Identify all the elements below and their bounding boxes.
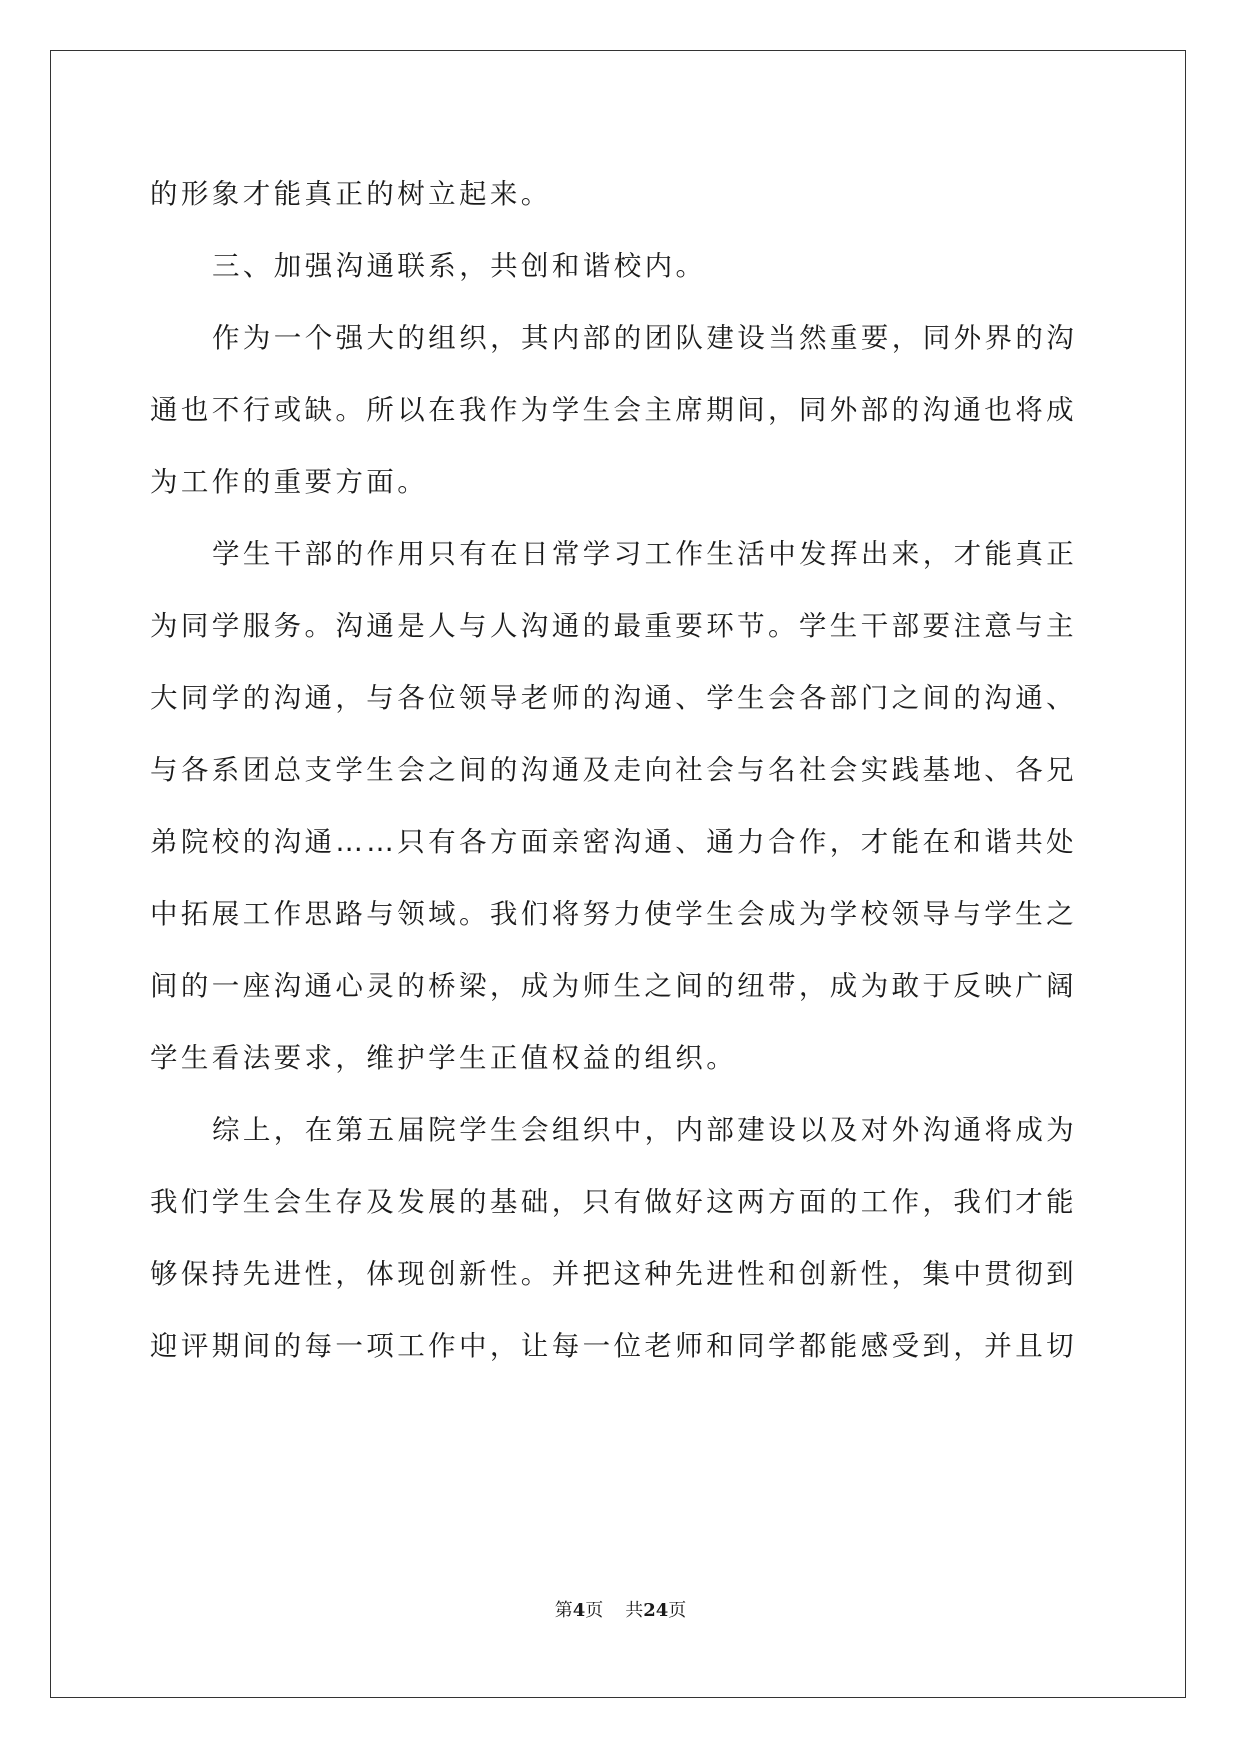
text-line: 为工作的重要方面。 — [150, 466, 429, 498]
page-suffix: 页 — [585, 1600, 604, 1621]
document-body — [150, 158, 1086, 1382]
total-suffix: 页 — [668, 1600, 687, 1621]
text-line: 综上，在第五届院学生会组织中，内部建设以及对外沟通将成为 — [212, 1114, 1078, 1146]
text-line: 大同学的沟通，与各位领导老师的沟通、学生会各部门之间的沟通、 — [150, 682, 1077, 714]
text-line: 与各系团总支学生会之间的沟通及走向社会与名社会实践基地、各兄 — [150, 754, 1077, 786]
text-line: 为同学服务。沟通是人与人沟通的最重要环节。学生干部要注意与主 — [150, 610, 1077, 642]
text-line: 够保持先进性，体现创新性。并把这种先进性和创新性，集中贯彻到 — [150, 1258, 1077, 1290]
text-line: 作为一个强大的组织，其内部的团队建设当然重要，同外界的沟 — [212, 322, 1078, 354]
text-line: 间的一座沟通心灵的桥梁，成为师生之间的纽带，成为敢于反映广阔 — [150, 970, 1077, 1002]
text-line: 迎评期间的每一项工作中，让每一位老师和同学都能感受到，并且切 — [150, 1330, 1077, 1362]
text-line: 学生干部的作用只有在日常学习工作生活中发挥出来，才能真正 — [212, 538, 1078, 570]
text-line: 学生看法要求，维护学生正值权益的组织。 — [150, 1042, 738, 1074]
text-line: 我们学生会生存及发展的基础，只有做好这两方面的工作，我们才能 — [150, 1186, 1077, 1218]
page-prefix: 第 — [554, 1600, 573, 1621]
text-line: 弟院校的沟通……只有各方面亲密沟通、通力合作，才能在和谐共处 — [150, 826, 1077, 858]
total-pages: 24 — [643, 1600, 669, 1621]
text-line: 三、加强沟通联系，共创和谐校内。 — [212, 250, 707, 282]
text-line: 中拓展工作思路与领域。我们将努力使学生会成为学校领导与学生之 — [150, 898, 1077, 930]
page-number: 4 — [572, 1600, 586, 1621]
page-footer — [0, 1596, 1241, 1622]
text-line: 通也不行或缺。所以在我作为学生会主席期间，同外部的沟通也将成 — [150, 394, 1077, 426]
total-prefix: 共 — [625, 1600, 644, 1621]
text-line: 的形象才能真正的树立起来。 — [150, 178, 552, 210]
